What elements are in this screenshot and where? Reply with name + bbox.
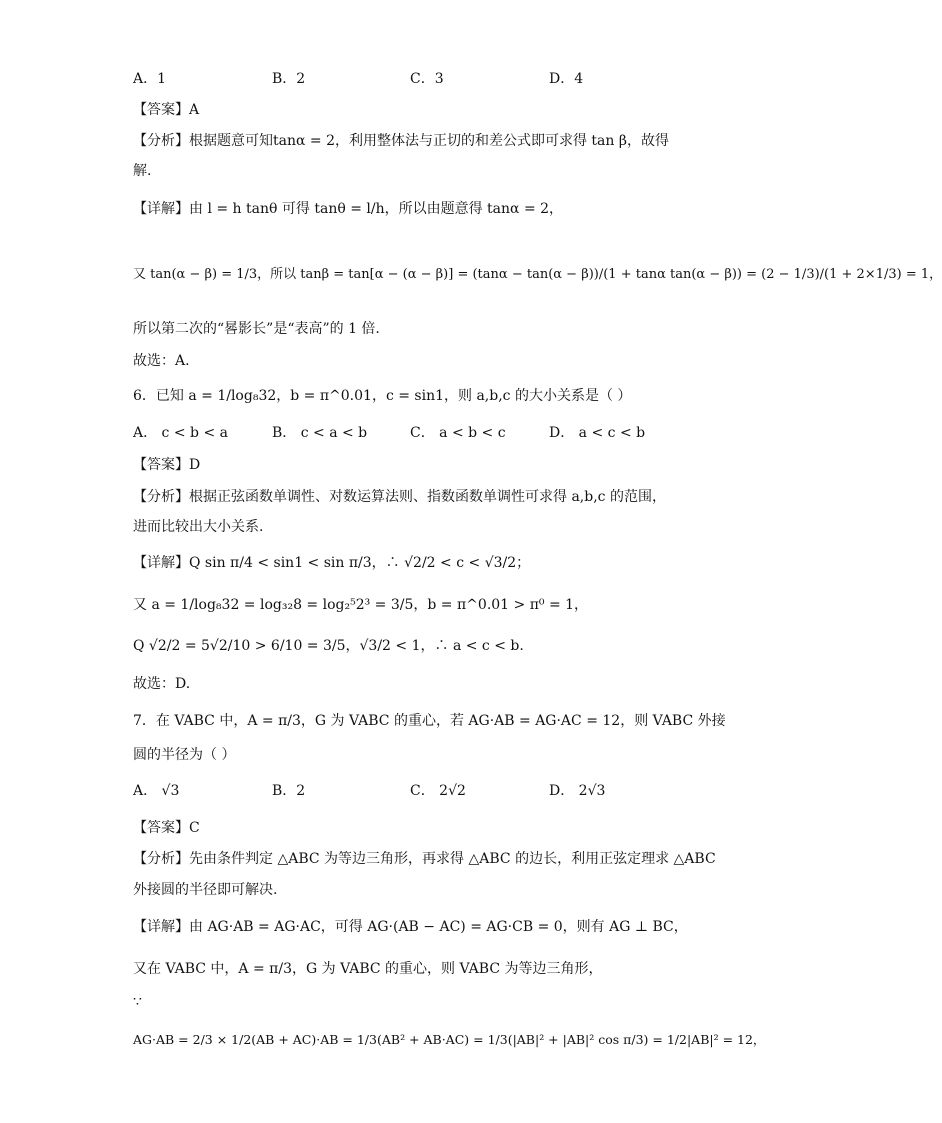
detail-tag: 【详解】 [133, 919, 189, 935]
q5-option-b: B．2 [272, 71, 306, 87]
q6-detail-line2: 又 a = 1/log₈32 = log₃₂8 = log₂⁵2³ = 3/5，b = π^0.01 > π⁰ = 1， [133, 597, 589, 613]
q5-option-c: C．3 [410, 71, 444, 87]
q7-detail-line3: AG·AB = 2/3 × 1/2(AB + AC)·AB = 1/3(AB² + AB·AC) = 1/3(|AB|² + |AB|² cos π/3) = 1/2|AB|² = 12， [133, 1032, 766, 1047]
q5-option-d: D．4 [549, 71, 584, 87]
q6-stem: 6．已知 a = 1/log₈32，b = π^0.01，c = sin1，则 a,b,c 的大小关系是（ ） [133, 388, 632, 404]
detail-text: 由 l = h tanθ 可得 tanθ = l/h，所以由题意得 tanα = 2， [189, 201, 564, 217]
analysis-text: 先由条件判定 △ABC 为等边三角形，再求得 △ABC 的边长，利用正弦定理求 △ABC [189, 851, 716, 867]
q7-analysis-cont: 外接圆的半径即可解决. [133, 882, 278, 898]
q6-analysis [133, 486, 666, 506]
q5-choose: 故选：A. [133, 353, 190, 369]
q7-answer [133, 817, 200, 837]
q5-option-a: A．1 [133, 71, 167, 87]
q6-option-c: C． a < b < c [410, 425, 506, 441]
analysis-tag: 【分析】 [133, 851, 189, 867]
q7-because: ∵ [133, 994, 142, 1010]
answer-value: D [189, 457, 201, 473]
q5-analysis-cont: 解. [133, 163, 152, 179]
q5-analysis [133, 130, 669, 150]
q7-analysis [133, 848, 716, 868]
answer-tag: 【答案】 [133, 820, 189, 836]
q6-option-b: B． c < a < b [272, 425, 368, 441]
analysis-text: 根据题意可知tanα = 2，利用整体法与正切的和差公式即可求得 tan β，故得 [189, 133, 669, 149]
q7-detail-line1 [133, 916, 688, 936]
detail-tag: 【详解】 [133, 201, 189, 217]
q7-option-d: D． 2√3 [549, 783, 606, 799]
q6-detail-line3: Q √2/2 = 5√2/10 > 6/10 = 3/5，√3/2 < 1，∴ a < c < b. [133, 638, 524, 654]
q6-option-a: A． c < b < a [133, 425, 228, 441]
detail-text: 由 AG·AB = AG·AC，可得 AG·(AB − AC) = AG·CB = 0，则有 AG ⊥ BC， [189, 919, 688, 935]
detail-text: Q sin π/4 < sin1 < sin π/3，∴ √2/2 < c < √3/2； [189, 555, 531, 571]
answer-tag: 【答案】 [133, 457, 189, 473]
q5-detail-line1 [133, 198, 563, 218]
q7-option-c: C． 2√2 [410, 783, 466, 799]
analysis-text: 根据正弦函数单调性、对数运算法则、指数函数单调性可求得 a,b,c 的范围， [189, 489, 666, 505]
answer-value: C [189, 820, 200, 836]
analysis-tag: 【分析】 [133, 133, 189, 149]
q6-detail-line1 [133, 552, 530, 572]
q5-detail-line2: 又 tan(α − β) = 1/3，所以 tanβ = tan[α − (α − β)] = (tanα − tan(α − β))/(1 + tanα tan(α − β)) = (2 − 1/3)/(1 + 2×1/3) = 1， [133, 267, 942, 282]
q7-detail-line2: 又在 VABC 中，A = π/3，G 为 VABC 的重心，则 VABC 为等边三角形， [133, 961, 603, 977]
q7-stem-line1: 7．在 VABC 中，A = π/3，G 为 VABC 的重心，若 AG·AB = AG·AC = 12，则 VABC 外接 [133, 713, 726, 729]
q7-option-a: A． √3 [133, 783, 180, 799]
answer-tag: 【答案】 [133, 102, 189, 118]
analysis-tag: 【分析】 [133, 489, 189, 505]
q7-option-b: B．2 [272, 783, 306, 799]
q6-analysis-cont: 进而比较出大小关系. [133, 519, 264, 535]
q5-answer [133, 99, 199, 119]
q5-detail-line3: 所以第二次的“晷影长”是“表高”的 1 倍. [133, 321, 380, 337]
detail-tag: 【详解】 [133, 555, 189, 571]
answer-value: A [189, 102, 200, 118]
q7-stem-line2: 圆的半径为（ ） [133, 747, 236, 763]
q6-choose: 故选：D. [133, 676, 191, 692]
q6-answer [133, 454, 200, 474]
q6-option-d: D． a < c < b [549, 425, 646, 441]
